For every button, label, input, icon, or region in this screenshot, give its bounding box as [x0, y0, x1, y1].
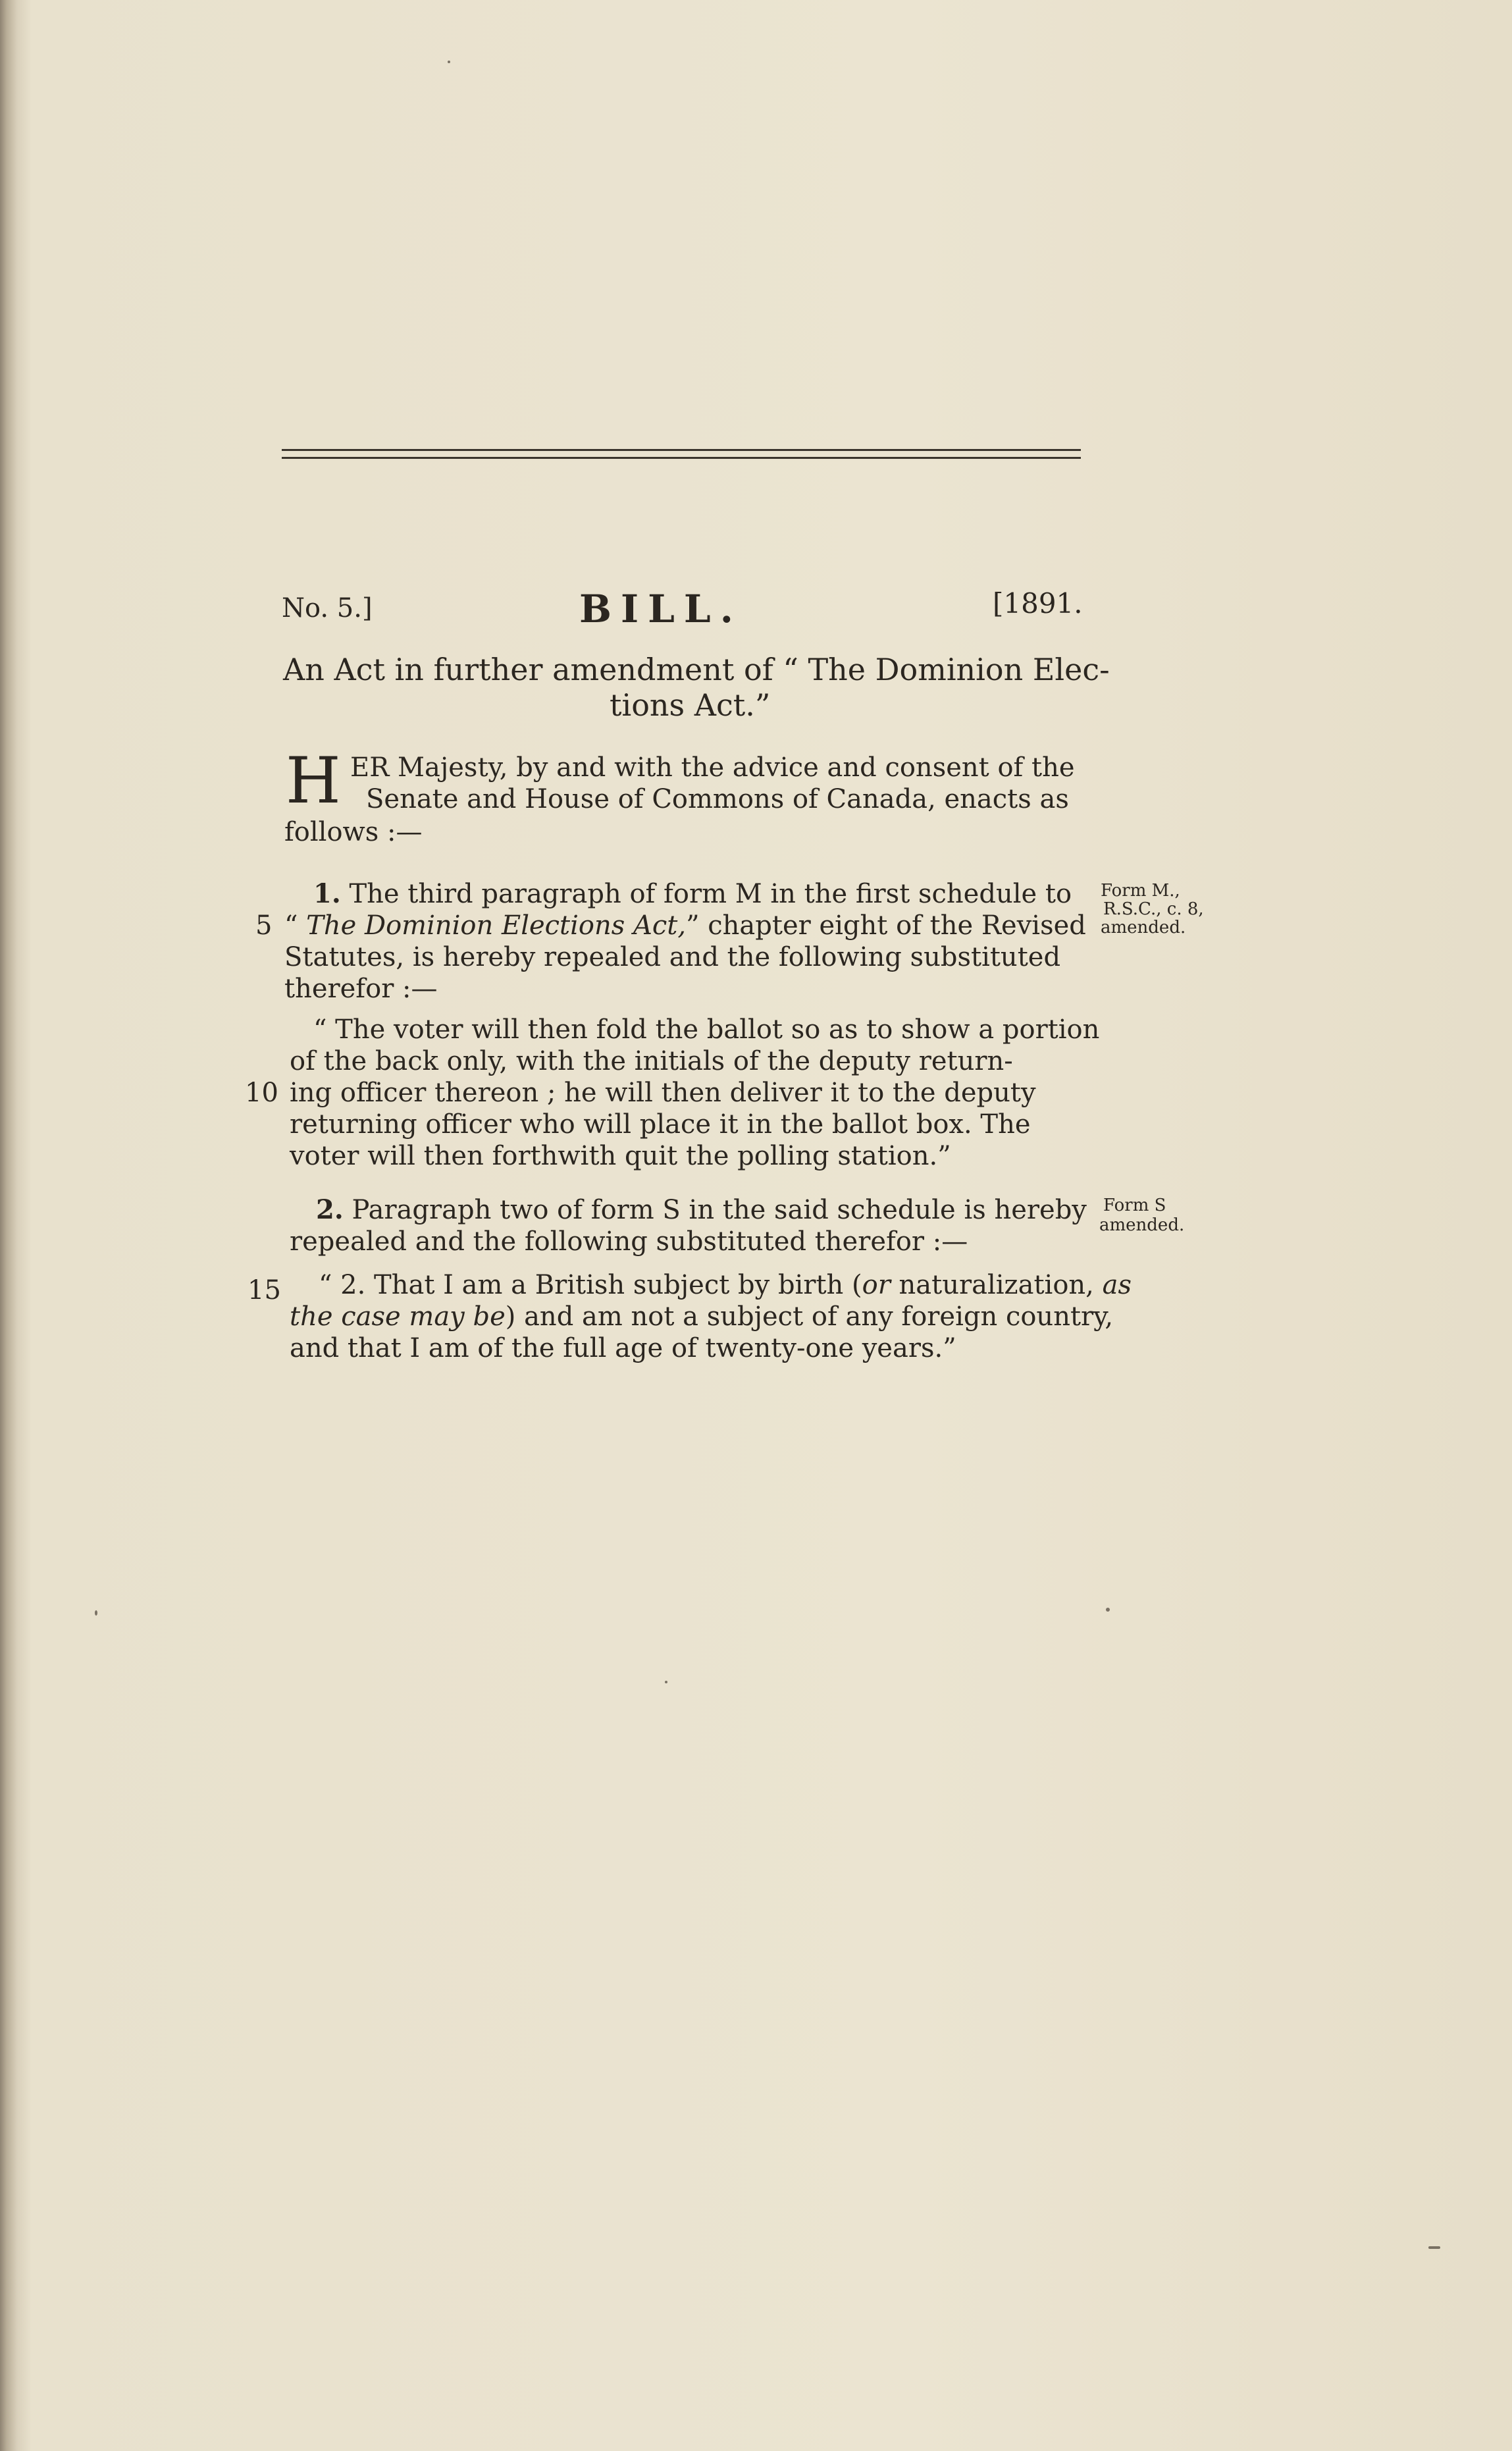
section-1-line-1: 1. The third paragraph of form M in the first schedule to — [313, 878, 1072, 909]
act-title-line-2: tions Act.” — [610, 687, 771, 723]
paper-speck — [95, 1610, 97, 1616]
paper-speck — [1106, 1608, 1110, 1612]
margin-note-1-line-3: amended. — [1101, 918, 1186, 937]
section-1-line-4: therefor :— — [284, 974, 438, 1004]
paper-speck — [448, 61, 450, 63]
preamble-line-3: follows :— — [284, 817, 423, 847]
section-2-quote-line-3: and that I am of the full age of twenty-one years.” — [290, 1333, 956, 1363]
preamble-line-1: ER Majesty, by and with the advice and consent of the — [350, 752, 1075, 783]
header-rule-bottom — [282, 457, 1081, 459]
header-rule-top — [282, 449, 1081, 451]
bill-year: [1891. — [993, 587, 1083, 619]
section-1-quote-line-2: of the back only, with the initials of the deputy return- — [290, 1046, 1013, 1076]
paper-speck — [665, 1681, 667, 1683]
section-2-line-2: repealed and the following substituted therefor :— — [290, 1226, 968, 1257]
section-1-quote-line-4: returning officer who will place it in the ballot box. The — [290, 1109, 1031, 1140]
section-1-number: 1. — [313, 878, 341, 909]
margin-note-2-line-1: Form S — [1103, 1196, 1166, 1215]
section-1-quote-line-1: “ The voter will then fold the ballot so as to show a portion — [313, 1015, 1100, 1045]
margin-note-1-line-1: Form M., — [1101, 881, 1180, 901]
paper-speck — [1428, 2246, 1440, 2249]
section-2-number: 2. — [316, 1194, 344, 1225]
section-1-line-3: Statutes, is hereby repealed and the following substituted — [284, 942, 1061, 972]
line-number-15: 15 — [248, 1275, 281, 1305]
section-2-line-1: 2. Paragraph two of form S in the said schedule is hereby — [316, 1194, 1087, 1225]
act-title-line-1: An Act in further amendment of “ The Dominion Elec- — [283, 652, 1110, 687]
bill-number: No. 5.] — [282, 593, 373, 623]
section-1-line-2: “ The Dominion Elections Act,” chapter eight of the Revised — [284, 910, 1086, 941]
line-number-10: 10 — [245, 1078, 278, 1108]
section-1-quote-line-3: ing officer thereon ; he will then deliver it to the deputy — [290, 1078, 1036, 1108]
section-2-quote-line-2: the case may be) and am not a subject of any foreign country, — [290, 1302, 1114, 1332]
section-2-quote-line-1: “ 2. That I am a British subject by birth (or naturalization, as — [319, 1270, 1132, 1300]
section-1-quote-line-5: voter will then forthwith quit the polling station.” — [290, 1141, 951, 1171]
bill-title: BILL. — [579, 587, 743, 631]
act-name-italic: The Dominion Elections Act, — [306, 910, 687, 941]
line-number-5: 5 — [255, 910, 273, 941]
margin-note-1-line-2: R.S.C., c. 8, — [1103, 899, 1204, 919]
margin-note-2-line-2: amended. — [1099, 1215, 1185, 1235]
preamble-line-2: Senate and House of Commons of Canada, enacts as — [366, 784, 1069, 814]
preamble-dropcap: H — [286, 744, 341, 818]
